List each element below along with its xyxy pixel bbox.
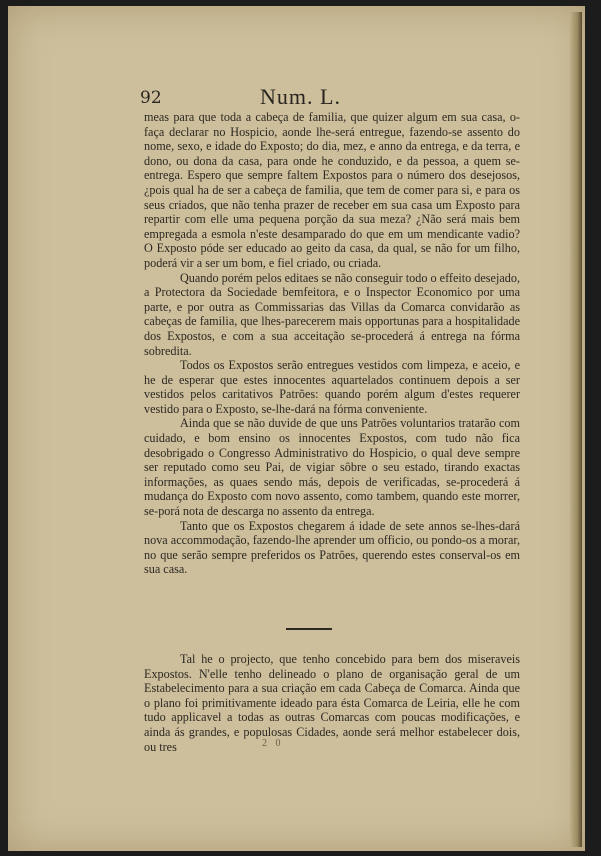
paragraph: Tanto que os Expostos chegarem á idade de sete annos se-lhes-dará nova accommodação, fazendo-lhe aprender um officio, ou pondo-os a morar, no que serão sempre preferidos os Patrões, querendo estes conserval-os em sua casa.	[144, 518, 520, 577]
closing-text	[144, 652, 520, 754]
paragraph: Todos os Expostos serão entregues vestidos com limpeza, e aceio, e he de esperar que estes innocentes aquartelados continuem depois a ser vestidos pelos caritativos Patrões: quando porém algum d'estes requerer vestido para o Exposto, se-lhe-dará na fórma conveniente.	[144, 358, 520, 416]
signature-mark: 2 0	[262, 738, 284, 749]
page-title: Num. L.	[260, 84, 341, 109]
page-edge	[570, 12, 582, 847]
paragraph: Tal he o projecto, que tenho concebido para bem dos miseraveis Expostos. N'elle tenho delineado o plano de organisação geral de um Estabelecimento para a sua criação em cada Cabeça de Comarca. Ainda que o plano foi primitivamente ideado para ésta Comarca de Leiria, elle he com tudo applicavel a todas as outras Comarcas com poucas modificações, e ainda ás grandes, e populosas Cidades, aonde será melhor estabelecer dois, ou tres	[144, 652, 520, 754]
main-text	[144, 110, 520, 577]
paragraph: Quando porém pelos editaes se não conseguir todo o effeito desejado, a Protectora da Sociedade bemfeitora, e o Inspector Economico por uma parte, e por outra as Commissarias das Villas da Comarca convidarão as cabeças de familia, que lhes-parecerem mais opportunas para a hospitalidade dos Expostos, e com a sua acceitação se-procederá á entrega na fórma sobredita.	[144, 270, 520, 358]
paragraph: meas para que toda a cabeça de familia, que quizer algum em sua casa, o-faça declarar no Hospicio, aonde lhe-será entregue, fazendo-se assento do nome, sexo, e idade do Exposto; do dia, mez, e anno da entrega, e da terra, e dono, ou dona da casa, para onde he conduzido, e da pessoa, a quem se-entrega. Espero que sempre faltem Expostos para o número dos desejosos, ¿pois qual ha de ser a cabeça de familia, que tem de comer para si, e para os seus criados, que não tenha prazer de receber em sua casa um Exposto para repartir com elle uma pequena porção da sua meza? ¿Não será mais bem empregada a esmola n'este desamparado do que em um mendicante vadio? O Exposto póde ser educado ao geito da casa, da qual, se não for um filho, poderá vir a ser um bom, e fiel criado, ou criada.	[144, 110, 520, 270]
paragraph: Ainda que se não duvide de que uns Patrões voluntarios tratarão com cuidado, e bom ensino os innocentes Expostos, com tudo não fica desobrigado o Congresso Administrativo do Hospicio, o qual deve sempre ser reputado como seu Pai, de vigiar sôbre o seu estado, tirando exactas informações, as quaes sendo más, depois de verificadas, se-procederá á mudança do Exposto com novo assento, como tambem, quando este morrer, se-porá nota de descarga no assento da entrega.	[144, 416, 520, 519]
page-number: 92	[140, 88, 162, 108]
section-divider	[286, 628, 332, 630]
